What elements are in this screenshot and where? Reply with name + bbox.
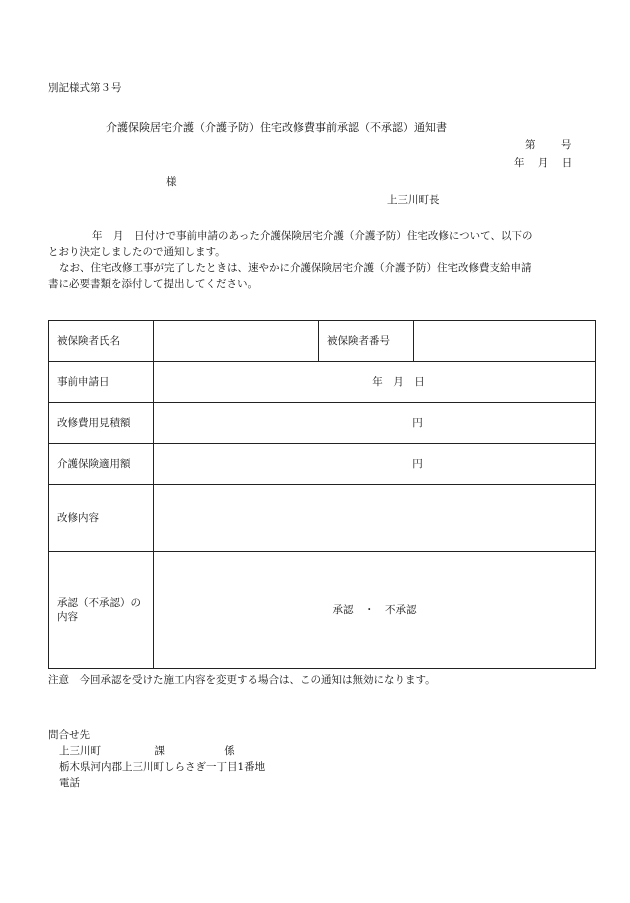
approval-label-line: 承認（不承認）の [57, 597, 141, 609]
contact-subsection: 係 [224, 745, 235, 757]
application-date-label: 事前申請日 [49, 362, 154, 403]
date-month: 月 [537, 157, 549, 169]
body-line: とおり決定しましたので通知します。 [48, 246, 226, 258]
note: 注意 今回承認を受けた施工内容を変更する場合は、この通知は無効になります。 [48, 674, 436, 686]
insurance-amount-label: 介護保険適用額 [49, 444, 154, 485]
date-year: 年 [514, 157, 525, 169]
decision-table [48, 320, 596, 669]
insured-number-field[interactable] [414, 321, 596, 362]
content-field[interactable] [154, 485, 596, 552]
insured-name-label: 被保険者氏名 [49, 321, 154, 362]
body-line: なお、住宅改修工事が完了したときは、速やかに介護保険居宅介護（介護予防）住宅改修費支給申請 [59, 262, 532, 274]
form-number: 別記様式第３号 [48, 82, 122, 94]
issue-date [514, 156, 572, 170]
issuer: 上三川町長 [387, 194, 440, 206]
insured-number-label: 被保険者番号 [319, 321, 414, 362]
estimate-unit: 円 [412, 417, 423, 429]
insurance-amount-field[interactable] [154, 444, 596, 485]
insurance-amount-unit: 円 [412, 458, 423, 470]
content-label: 改修内容 [49, 485, 154, 552]
contact-office-row [48, 743, 265, 759]
insured-name-field[interactable] [154, 321, 319, 362]
contact-office: 上三川町 [59, 745, 101, 757]
approval-label-line: 内容 [57, 611, 78, 623]
date-day: 日 [561, 157, 573, 169]
body-text [48, 228, 588, 292]
contact-heading: 問合せ先 [48, 729, 90, 741]
document-number [525, 138, 571, 152]
doc-no-suffix: 号 [560, 139, 572, 151]
contact-section: 課 [154, 745, 165, 757]
estimate-field[interactable] [154, 403, 596, 444]
recipient-suffix: 様 [166, 176, 177, 188]
contact-address: 栃木県河内郡上三川町しらさぎ一丁目1番地 [59, 761, 266, 773]
doc-no-prefix: 第 [525, 139, 536, 151]
approval-field[interactable] [154, 552, 596, 669]
document-title: 介護保険居宅介護（介護予防）住宅改修費事前承認（不承認）通知書 [106, 121, 447, 134]
approval-value: 承認 ・ 不承認 [332, 604, 417, 616]
application-date-value: 年 月 日 [372, 376, 425, 388]
estimate-label: 改修費用見積額 [49, 403, 154, 444]
contact-block [48, 727, 265, 791]
body-line: 書に必要書類を添付して提出してください。 [48, 278, 258, 290]
application-date-field[interactable] [154, 362, 596, 403]
contact-phone: 電話 [59, 777, 80, 789]
body-line: 年 月 日付けで事前申請のあった介護保険居宅介護（介護予防）住宅改修について、以下の [92, 230, 533, 242]
approval-label [49, 552, 154, 669]
